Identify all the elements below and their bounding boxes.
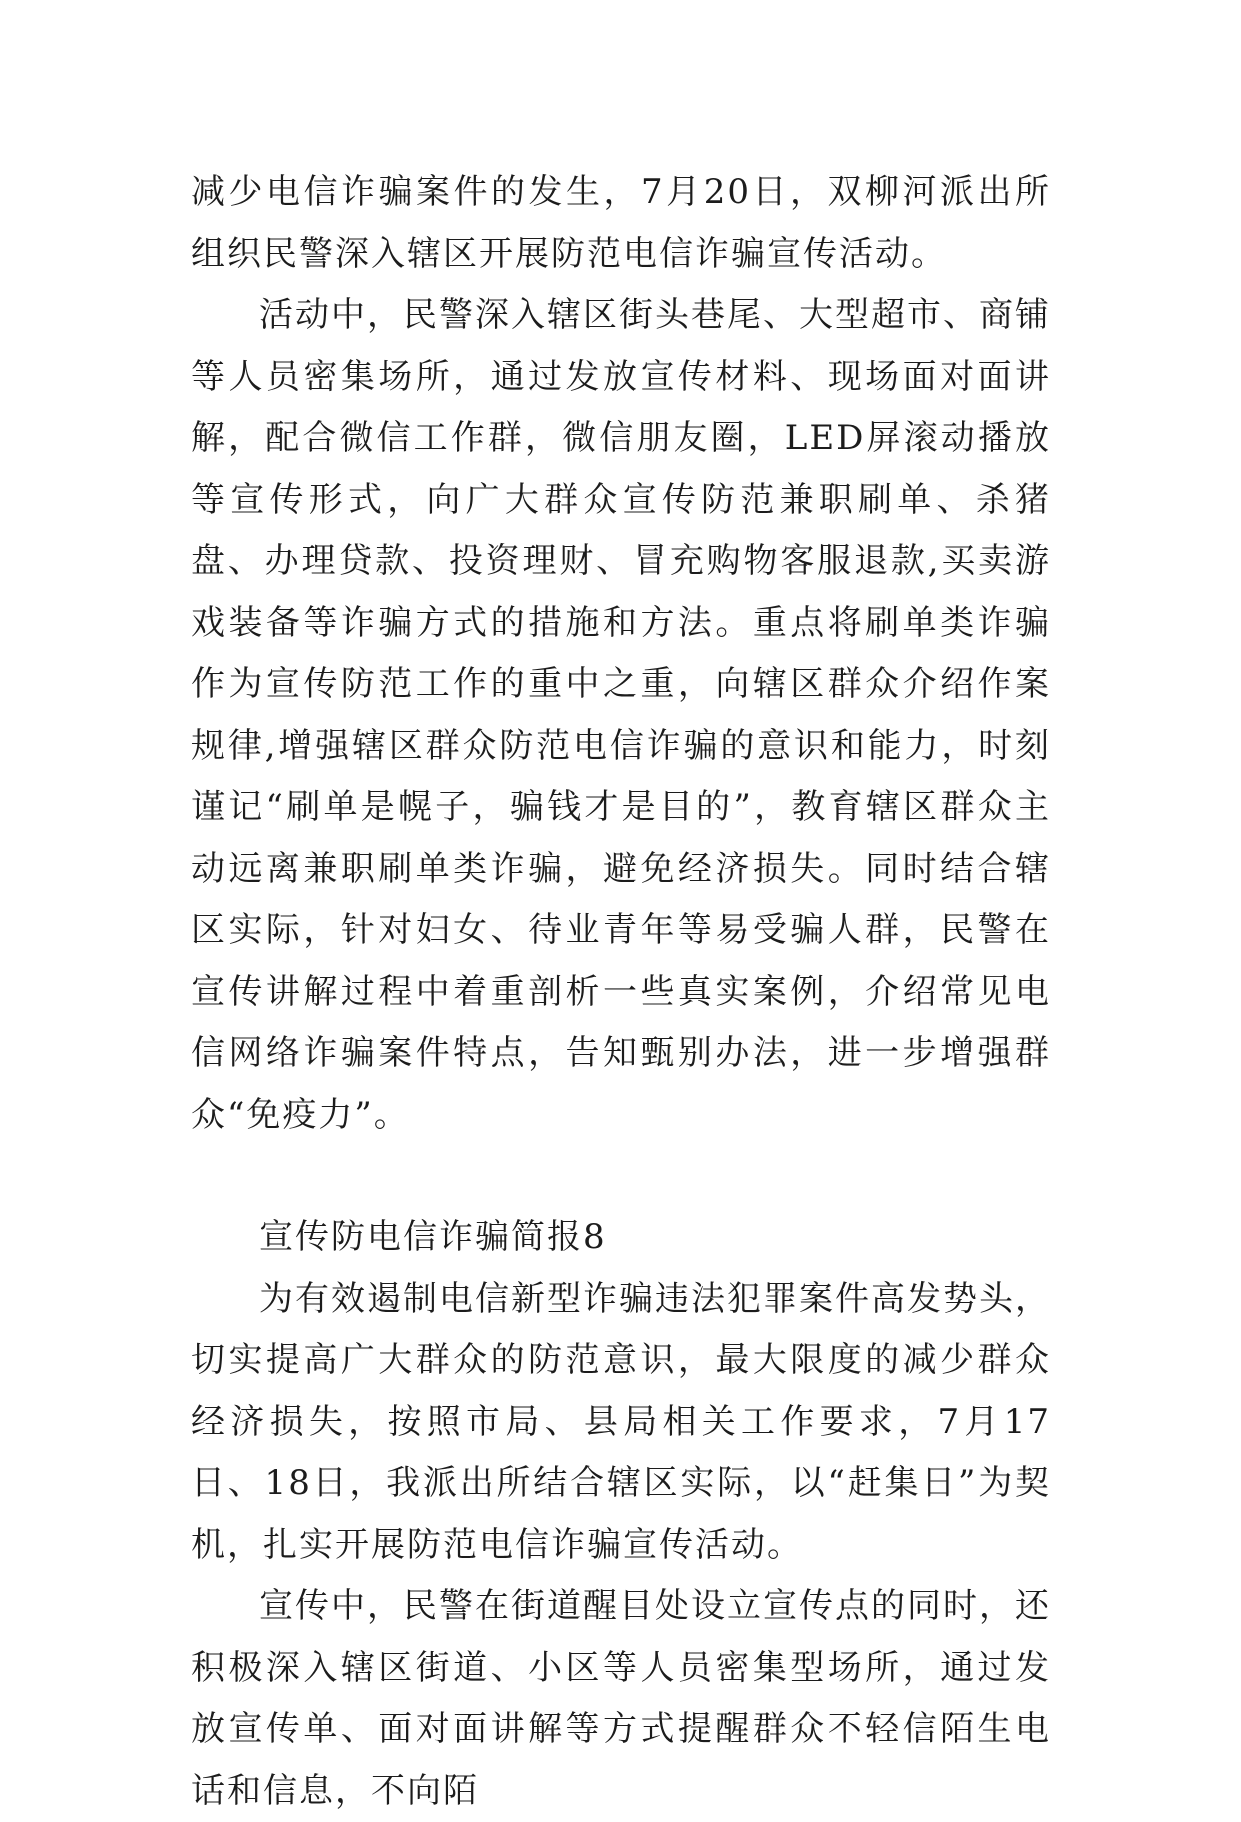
paragraph-intro: 为有效遏制电信新型诈骗违法犯罪案件高发势头，切实提高广大群众的防范意识，最大限度的减少群众经济损失，按照市局、县局相关工作要求，7月17日、18日，我派出所结合辖区实际，以“赶集日”为契机，扎实开展防范电信诈骗宣传活动。 xyxy=(191,1278,1051,1565)
section-title: 宣传防电信诈骗简报8 xyxy=(259,1217,607,1257)
section-spacer xyxy=(191,1146,1051,1207)
paragraph-campaign: 宣传中，民警在街道醒目处设立宣传点的同时，还积极深入辖区街道、小区等人员密集型场所，通过发放宣传单、面对面讲解等方式提醒群众不轻信陌生电话和信息，不向陌 xyxy=(191,1586,1051,1811)
paragraph-activity: 活动中，民警深入辖区街头巷尾、大型超市、商铺等人员密集场所，通过发放宣传材料、现场面对面讲解，配合微信工作群，微信朋友圈，LED屏滚动播放等宣传形式，向广大群众宣传防范兼职刷单、杀猪盘、办理贷款、投资理财、冒充购物客服退款,买卖游戏装备等诈骗方式的措施和方法。重点将刷单类诈骗作为宣传防范工作的重中之重，向辖区群众介绍作案规律,增强辖区群众防范电信诈骗的意识和能力，时刻谨记“刷单是幌子，骗钱才是目的”，教育辖区群众主动远离兼职刷单类诈骗，避免经济损失。同时结合辖区实际，针对妇女、待业青年等易受骗人群，民警在宣传讲解过程中着重剖析一些真实案例，介绍常见电信网络诈骗案件特点，告知甄别办法，进一步增强群众“免疫力”。 xyxy=(191,295,1051,1135)
paragraph-continuation: 减少电信诈骗案件的发生，7月20日，双柳河派出所组织民警深入辖区开展防范电信诈骗宣传活动。 xyxy=(191,172,1051,274)
document-body xyxy=(191,162,1051,1822)
